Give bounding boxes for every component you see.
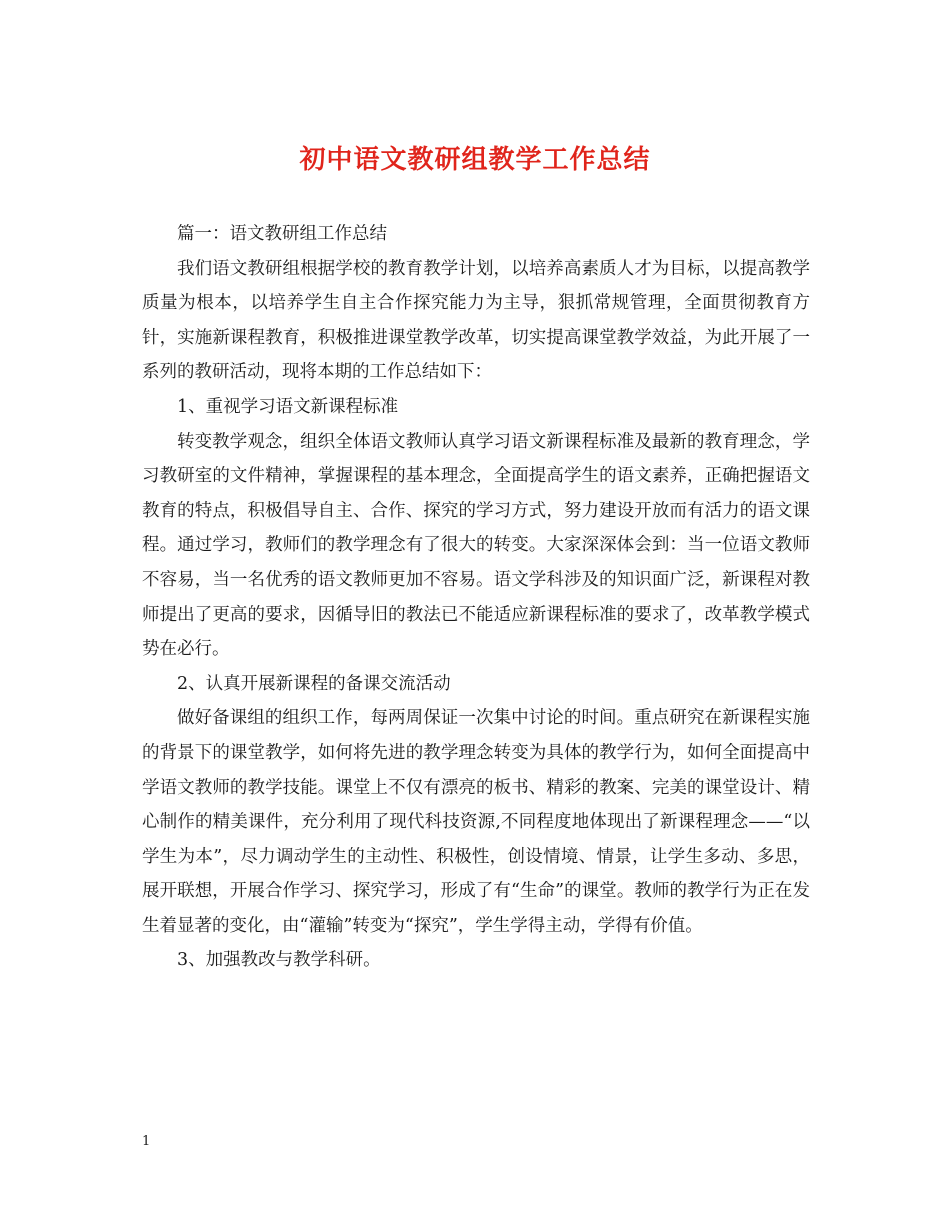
section-heading: 篇一：语文教研组工作总结 xyxy=(177,224,387,244)
body-paragraph: 转变教学观念，组织全体语文教师认真学习语文新课程标准及最新的教育理念，学习教研室的文件精神，掌握课程的基本理念，全面提高学生的语文素养，正确把握语文教育的特点，积极倡导自主、合作、探究的学习方式，努力建设开放而有活力的语文课程。通过学习，教师们的教学理念有了很大的转变。大家深深体会到：当一位语文教师不容易，当一名优秀的语文教师更加不容易。语文学科涉及的知识面广泛，新课程对教师提出了更高的要求，因循导旧的教法已不能适应新课程标准的要求了，改革教学模式势在必行。 xyxy=(142,431,810,660)
body-paragraph: 我们语文教研组根据学校的教育教学计划，以培养高素质人才为目标，以提高教学质量为根本，以培养学生自主合作探究能力为主导，狠抓常规管理，全面贯彻教育方针，实施新课程教育，积极推进课堂教学改革，切实提高课堂教学效益，为此开展了一系列的教研活动，现将本期的工作总结如下： xyxy=(142,258,810,383)
numbered-heading: 2、认真开展新课程的备课交流活动 xyxy=(177,673,451,694)
numbered-heading: 1、重视学习语文新课程标准 xyxy=(177,396,399,417)
page-number: 1 xyxy=(142,1134,151,1149)
document-title: 初中语文教研组教学工作总结 xyxy=(299,145,651,175)
body-paragraph: 做好备课组的组织工作，每两周保证一次集中讨论的时间。重点研究在新课程实施的背景下的课堂教学，如何将先进的教学理念转变为具体的教学行为，如何全面提高中学语文教师的教学技能。课堂上不仅有漂亮的板书、精彩的教案、完美的课堂设计、精心制作的精美课件，充分利用了现代科技资源,不同程度地体现出了新课程理念——“以学生为本”，尽力调动学生的主动性、积极性，创设情境、情景，让学生多动、多思，展开联想，开展合作学习、探究学习，形成了有“生命”的课堂。教师的教学行为正在发生着显著的变化，由“灌输”转变为“探究”，学生学得主动，学得有价值。 xyxy=(142,708,810,936)
document-body xyxy=(142,217,810,978)
numbered-heading: 3、加强教改与教学科研。 xyxy=(177,950,381,971)
